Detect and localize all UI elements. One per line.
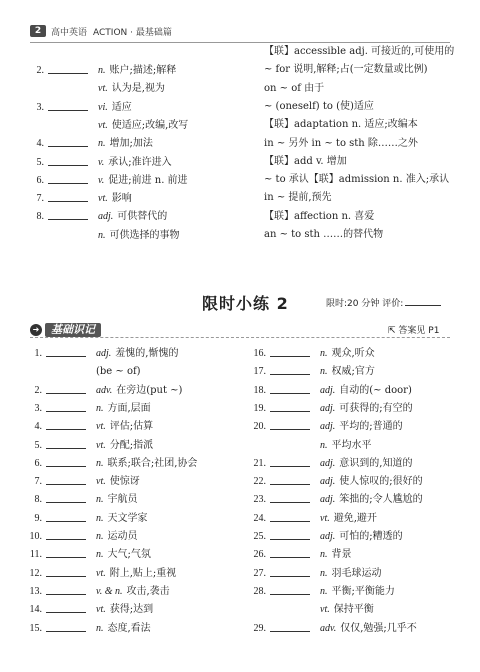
item-number: 7.	[36, 193, 44, 205]
item-number: 20.	[253, 421, 266, 433]
answer-blank[interactable]	[270, 346, 310, 357]
vocab-item	[22, 602, 153, 618]
vocab-item	[22, 566, 176, 582]
section-tag	[30, 323, 101, 337]
item-number: 4.	[36, 138, 44, 150]
definition: 使适应;改编,改写	[111, 119, 189, 131]
part-of-speech: vt.	[96, 476, 106, 488]
vocab-item	[246, 474, 423, 490]
part-of-speech: adj.	[320, 531, 336, 542]
definition: 仅仅,勉强;几乎不	[340, 622, 417, 634]
book-title: 高中英语	[51, 27, 88, 38]
definition: 分配;指派	[109, 439, 154, 451]
part-of-speech: n.	[98, 65, 106, 76]
answer-blank[interactable]	[46, 456, 86, 467]
item-number: 3.	[36, 101, 44, 113]
item-number: 17.	[253, 366, 266, 378]
definition: 平均水平	[331, 439, 372, 451]
vocab-item	[24, 173, 188, 189]
part-of-speech: vt.	[96, 604, 106, 616]
vocab-item	[24, 118, 188, 134]
answer-blank[interactable]	[48, 155, 88, 166]
item-number: 1.	[34, 348, 42, 359]
answer-blank[interactable]	[46, 547, 86, 558]
note-line: on ~ of 由于	[264, 82, 325, 94]
answer-blank[interactable]	[270, 364, 310, 375]
item-number: 24.	[253, 512, 266, 524]
vocab-item	[22, 621, 151, 637]
answer-blank[interactable]	[270, 456, 310, 467]
definition: 避免,避开	[333, 512, 377, 524]
definition: 自动的(~ door)	[339, 384, 412, 396]
note-line: 【联】add v. 增加	[264, 155, 347, 167]
note-line: ~ (oneself) to (使)适应	[264, 100, 374, 112]
series-name: ACTION · 最基础篇	[93, 27, 172, 38]
part-of-speech: n.	[96, 402, 104, 414]
part-of-speech: v.	[98, 174, 105, 186]
answer-blank[interactable]	[46, 419, 86, 430]
answer-blank[interactable]	[46, 602, 86, 613]
item-number: 19.	[253, 402, 266, 414]
vocab-item	[246, 566, 382, 582]
part-of-speech: vt.	[98, 193, 108, 205]
definition: 大气;气氛	[107, 549, 151, 561]
part-of-speech: n.	[320, 567, 328, 579]
vocab-item	[22, 474, 140, 490]
part-of-speech: v.	[98, 156, 105, 168]
vocab-item	[246, 621, 417, 637]
answer-blank[interactable]	[270, 474, 310, 485]
item-number: 5.	[34, 439, 42, 451]
answer-text: 答案见 P1	[398, 326, 440, 336]
answer-blank[interactable]	[270, 584, 310, 595]
answer-blank[interactable]	[270, 547, 310, 558]
item-number: 12.	[29, 567, 42, 579]
answer-blank[interactable]	[48, 173, 88, 184]
vocab-item	[246, 456, 412, 472]
part-of-speech: vt.	[320, 604, 330, 616]
header-divider	[30, 42, 450, 43]
vocab-item	[246, 401, 413, 417]
vocab-item	[24, 191, 132, 207]
vocab-item	[246, 346, 375, 362]
item-number: 25.	[253, 531, 266, 542]
part-of-speech: vt.	[96, 439, 106, 451]
item-number: 26.	[253, 549, 266, 561]
definition: 平衡;平衡能力	[331, 585, 395, 597]
item-number: 15.	[29, 622, 42, 634]
answer-blank[interactable]	[270, 401, 310, 412]
definition: 评估;估算	[109, 421, 154, 433]
note-line: 【联】accessible adj. 可接近的,可使用的	[264, 46, 455, 57]
item-number: 11.	[29, 549, 42, 561]
item-number: 9.	[34, 512, 42, 524]
page-number: 2	[30, 25, 46, 37]
definition: 背景	[331, 549, 352, 561]
answer-note	[388, 323, 439, 336]
part-of-speech: n.	[320, 366, 328, 378]
vocab-item	[22, 584, 170, 600]
part-of-speech: vt.	[96, 421, 106, 433]
vocab-item	[22, 492, 138, 508]
definition: 使惊讶	[109, 476, 140, 488]
note-line: in ~ 提前,预先	[264, 192, 332, 204]
tag-arrow-icon: ➜	[30, 324, 42, 336]
vocab-item	[246, 438, 372, 454]
definition: 促进;前进 n. 前进	[108, 174, 188, 186]
item-number: 5.	[36, 156, 44, 168]
part-of-speech: adj.	[320, 402, 336, 414]
part-of-speech: n.	[96, 531, 104, 542]
tag-divider	[30, 337, 450, 338]
definition: 使人惊叹的;很好的	[339, 476, 423, 488]
item-number: 4.	[34, 421, 42, 433]
answer-blank[interactable]	[270, 383, 310, 394]
note-line: ~ for 说明,解释;占(一定数量或比例)	[264, 64, 428, 76]
answer-blank[interactable]	[46, 346, 86, 357]
definition: 羞愧的,惭愧的	[115, 348, 179, 359]
timing-info	[326, 296, 441, 309]
part-of-speech: n.	[96, 549, 104, 561]
definition: 影响	[111, 193, 132, 205]
definition: 认为是,视为	[111, 83, 165, 95]
part-of-speech: adj.	[320, 457, 336, 469]
definition: 天文学家	[107, 512, 148, 524]
answer-blank[interactable]	[48, 191, 88, 202]
definition: 保持平衡	[333, 604, 374, 616]
vocab-item	[22, 456, 197, 472]
part-of-speech: adv.	[320, 622, 337, 634]
part-of-speech: adj.	[96, 348, 112, 359]
definition: (be ~ of)	[96, 366, 141, 378]
note-line: 【联】adaptation n. 适应;改编本	[264, 119, 418, 131]
definition: 可获得的;有空的	[339, 402, 413, 414]
vocab-item	[24, 63, 176, 79]
part-of-speech: adj.	[320, 421, 336, 433]
answer-blank[interactable]	[46, 584, 86, 595]
definition: 账户;描述;解释	[109, 65, 177, 76]
answer-blank[interactable]	[48, 100, 88, 111]
vocab-item	[22, 511, 148, 527]
part-of-speech: vt.	[98, 119, 108, 131]
item-number: 2.	[36, 65, 44, 76]
item-number: 3.	[34, 402, 42, 414]
answer-blank[interactable]	[270, 621, 310, 632]
answer-blank[interactable]	[46, 383, 86, 394]
section-title: 限时小练 2	[202, 294, 289, 313]
vocab-item	[22, 547, 151, 563]
part-of-speech: n.	[96, 512, 104, 524]
part-of-speech: vt.	[320, 512, 330, 524]
vocab-item	[246, 602, 374, 618]
answer-blank[interactable]	[48, 209, 88, 220]
vocab-item	[22, 419, 153, 435]
tag-label: 基础识记	[45, 323, 101, 337]
definition: 获得;达到	[109, 604, 154, 616]
vocab-item	[24, 155, 172, 171]
definition: 观众,听众	[331, 348, 375, 359]
definition: 羽毛球运动	[331, 567, 382, 579]
vocab-item	[24, 81, 165, 97]
item-number: 21.	[253, 457, 266, 469]
vocab-item	[22, 383, 182, 399]
part-of-speech: vi.	[98, 101, 108, 113]
vocab-item	[246, 383, 412, 399]
vocab-item	[246, 492, 423, 508]
part-of-speech: vt.	[98, 83, 108, 95]
part-of-speech: adv.	[96, 384, 113, 396]
item-number: 6.	[34, 457, 42, 469]
vocab-item	[246, 364, 375, 380]
part-of-speech: n.	[96, 457, 104, 469]
vocab-item	[22, 401, 151, 417]
item-number: 10.	[29, 531, 42, 542]
answer-blank[interactable]	[46, 474, 86, 485]
vocab-item	[246, 547, 352, 563]
item-number: 7.	[34, 476, 42, 488]
part-of-speech: n.	[320, 439, 328, 451]
answer-blank[interactable]	[270, 511, 310, 522]
item-number: 6.	[36, 174, 44, 186]
definition: 平均的;普通的	[339, 421, 403, 433]
answer-blank[interactable]	[46, 511, 86, 522]
note-line: in ~ 另外 in ~ to sth 除……之外	[264, 137, 418, 149]
item-number: 8.	[36, 211, 44, 223]
item-number: 28.	[253, 585, 266, 597]
part-of-speech: adj.	[320, 384, 336, 396]
item-number: 16.	[253, 348, 266, 359]
answer-blank[interactable]	[46, 438, 86, 449]
part-of-speech: adj.	[320, 494, 336, 506]
vocab-item	[246, 584, 395, 600]
item-number: 14.	[29, 604, 42, 616]
definition: 笨拙的;令人尴尬的	[339, 494, 423, 506]
definition: 权威;官方	[331, 366, 375, 378]
item-number: 22.	[253, 476, 266, 488]
vocab-item	[24, 209, 167, 225]
answer-blank[interactable]	[46, 492, 86, 503]
note-line: ~ to 承认【联】admission n. 准入;承认	[264, 174, 450, 186]
answer-blank[interactable]	[270, 529, 310, 540]
part-of-speech: n.	[320, 549, 328, 561]
vocab-item	[22, 346, 178, 362]
vocab-item	[22, 438, 153, 454]
definition: 意识到的,知道的	[339, 457, 413, 469]
part-of-speech: adj.	[98, 211, 114, 223]
definition: 适应	[111, 101, 132, 113]
part-of-speech: n.	[98, 138, 106, 150]
vocab-item	[246, 529, 403, 545]
part-of-speech: v. & n.	[96, 585, 123, 597]
note-line: 【联】affection n. 喜爱	[264, 210, 375, 222]
answer-blank[interactable]	[270, 419, 310, 430]
definition: 附上,贴上;重视	[109, 567, 177, 579]
answer-blank[interactable]	[48, 136, 88, 147]
part-of-speech: n.	[98, 229, 106, 241]
vocab-item	[22, 364, 141, 380]
definition: 可供选择的事物	[109, 229, 180, 241]
answer-blank[interactable]	[46, 401, 86, 412]
part-of-speech: n.	[96, 622, 104, 634]
definition: 方面,层面	[107, 402, 151, 414]
definition: 宇航员	[107, 494, 138, 506]
item-number: 13.	[29, 585, 42, 597]
item-number: 18.	[253, 384, 266, 396]
definition: 态度,看法	[107, 622, 151, 634]
answer-blank[interactable]	[46, 529, 86, 540]
definition: 增加;加法	[109, 138, 153, 150]
part-of-speech: n.	[320, 585, 328, 597]
part-of-speech: vt.	[96, 567, 106, 579]
vocab-item	[24, 136, 153, 152]
definition: 承认;准许进入	[108, 156, 172, 168]
definition: 联系;联合;社团,协会	[107, 457, 198, 469]
answer-blank[interactable]	[270, 566, 310, 577]
item-number: 2.	[34, 384, 42, 396]
definition: 运动员	[107, 531, 138, 542]
part-of-speech: n.	[96, 494, 104, 506]
timing-text: 限时:20 分钟 评价:	[326, 299, 404, 309]
answer-blank[interactable]	[46, 621, 86, 632]
note-line: an ~ to sth ……的替代物	[264, 229, 384, 240]
part-of-speech: adj.	[320, 476, 336, 488]
answer-icon: ⇱	[388, 326, 396, 336]
answer-blank[interactable]	[46, 566, 86, 577]
definition: 在旁边(put ~)	[116, 384, 183, 396]
vocab-item	[24, 228, 180, 244]
item-number: 29.	[253, 622, 266, 634]
item-number: 8.	[34, 494, 42, 506]
answer-blank[interactable]	[270, 492, 310, 503]
vocab-item	[22, 529, 138, 545]
definition: 可供替代的	[117, 211, 168, 223]
item-number: 23.	[253, 494, 266, 506]
part-of-speech: n.	[320, 348, 328, 359]
definition: 攻击,袭击	[126, 585, 170, 597]
definition: 可怕的;糟透的	[339, 531, 403, 542]
item-number: 27.	[253, 567, 266, 579]
answer-blank[interactable]	[48, 63, 88, 74]
score-blank[interactable]	[405, 296, 441, 306]
page-header	[30, 24, 172, 38]
vocab-item	[24, 100, 132, 116]
vocab-item	[246, 419, 403, 435]
vocab-item	[246, 511, 377, 527]
